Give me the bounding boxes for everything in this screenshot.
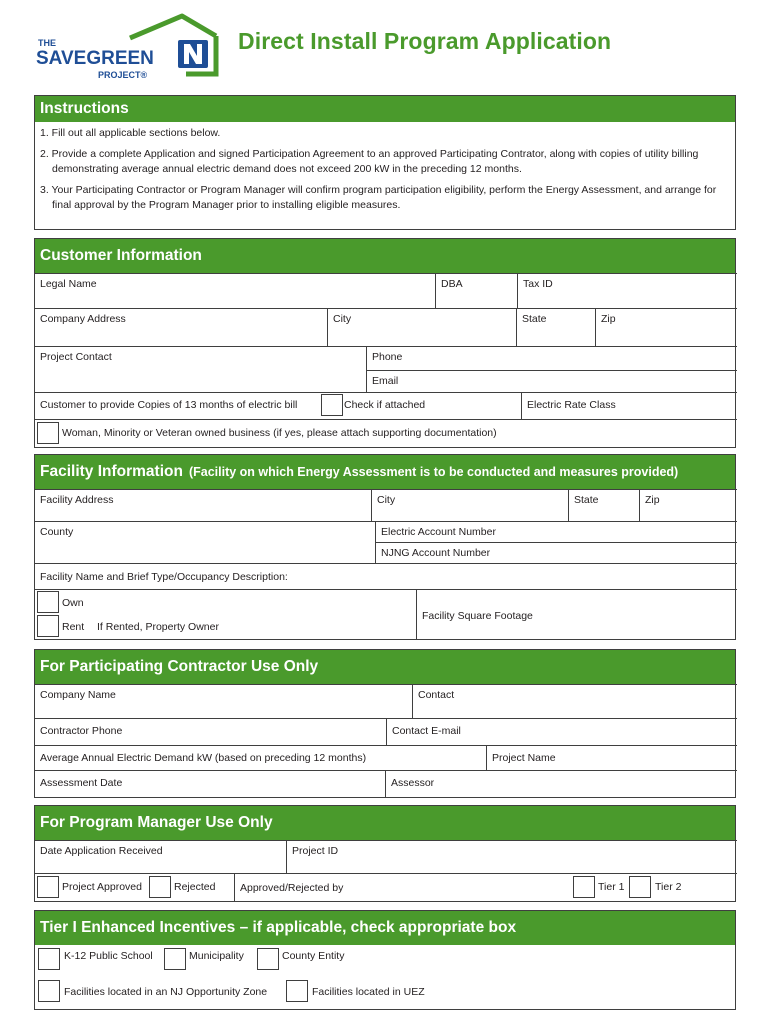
facility-state-label: State [574, 494, 599, 506]
savegreen-logo [34, 12, 230, 82]
county-label: County [40, 526, 74, 538]
facility-heading-sub: (Facility on which Energy Assessment is to be conducted and measures provided) [188, 465, 679, 479]
wmv-checkbox[interactable] [37, 422, 59, 444]
project-name-label: Project Name [492, 752, 556, 764]
contractor-heading: For Participating Contractor Use Only [35, 650, 735, 684]
wmv-label: Woman, Minority or Veteran owned business (if yes, please attach supporting documentation) [62, 427, 497, 439]
contact-field[interactable] [412, 684, 737, 718]
instruction-item: 1. Fill out all applicable sections below. [40, 127, 221, 139]
city-field[interactable] [327, 308, 516, 346]
uez-label: Facilities located in UEZ [312, 986, 425, 998]
check-attached-label: Check if attached [344, 399, 426, 411]
municipality-checkbox[interactable] [164, 948, 186, 970]
avg-demand-label: Average Annual Electric Demand kW (based on preceding 12 months) [40, 752, 367, 764]
instruction-item: 2. Provide a complete Application and signed Participation Agreement to an approved Participating Contrator, along with copies of utility billing demonstrating average annual electric demand does not exceed 200 kW in the preceding 12 months. [40, 148, 699, 175]
square-footage-label: Facility Square Footage [422, 610, 533, 622]
zip-field[interactable] [595, 308, 737, 346]
project-id-label: Project ID [292, 845, 339, 857]
state-label: State [522, 313, 547, 325]
bill-copies-row [35, 392, 521, 419]
k12-checkbox[interactable] [38, 948, 60, 970]
legal-name-field[interactable] [35, 273, 435, 308]
project-contact-label: Project Contact [40, 351, 112, 363]
county-entity-label: County Entity [282, 950, 345, 962]
phone-field[interactable] [366, 346, 737, 370]
opportunity-zone-checkbox[interactable] [38, 980, 60, 1002]
date-received-label: Date Application Received [40, 845, 163, 857]
assessment-date-label: Assessment Date [40, 777, 123, 789]
customer-section [34, 238, 736, 448]
facility-heading [35, 455, 735, 489]
project-contact-field[interactable] [35, 346, 366, 392]
uez-checkbox[interactable] [286, 980, 308, 1002]
approved-by-field[interactable] [234, 873, 572, 902]
approved-checkbox[interactable] [37, 876, 59, 898]
own-label: Own [62, 597, 84, 609]
approved-label: Project Approved [62, 881, 142, 893]
facility-city-field[interactable] [371, 489, 568, 521]
company-address-label: Company Address [40, 313, 126, 325]
zip-label: Zip [601, 313, 616, 325]
tier-section [34, 910, 736, 1010]
facility-zip-label: Zip [645, 494, 660, 506]
electric-account-field[interactable] [375, 521, 737, 542]
instruction-item: 3. Your Participating Contractor or Program Manager will confirm program participation eligibility, perform the Energy Assessment, and arrange for final approval by the Program Manager prior to installing eligible measures. [40, 184, 717, 211]
county-entity-checkbox[interactable] [257, 948, 279, 970]
k12-label: K-12 Public School [64, 950, 153, 962]
dba-field[interactable] [435, 273, 517, 308]
email-field[interactable] [366, 370, 737, 392]
municipality-label: Municipality [189, 950, 244, 962]
tier1-checkbox[interactable] [573, 876, 595, 898]
instructions-section [34, 95, 736, 230]
facility-address-field[interactable] [35, 489, 371, 521]
tax-id-label: Tax ID [523, 278, 553, 290]
rate-class-field[interactable] [521, 392, 737, 419]
date-received-field[interactable] [35, 840, 286, 873]
tier2-checkbox[interactable] [629, 876, 651, 898]
facility-heading-title: Facility Information [40, 463, 183, 480]
state-field[interactable] [516, 308, 595, 346]
opportunity-zone-label: Facilities located in an NJ Opportunity Zone [64, 986, 268, 998]
rent-label: Rent [62, 621, 85, 633]
facility-zip-field[interactable] [639, 489, 737, 521]
avg-demand-field[interactable] [35, 745, 486, 770]
own-checkbox[interactable] [37, 591, 59, 613]
electric-account-label: Electric Account Number [381, 526, 496, 538]
tier1-label: Tier 1 [598, 881, 625, 893]
contractor-section [34, 649, 736, 798]
approved-by-label: Approved/Rejected by [240, 882, 344, 894]
facility-address-label: Facility Address [40, 494, 114, 506]
manager-section [34, 805, 736, 902]
check-attached-checkbox[interactable] [321, 394, 343, 416]
email-label: Email [372, 375, 399, 387]
customer-heading: Customer Information [35, 239, 735, 273]
manager-heading: For Program Manager Use Only [35, 806, 735, 840]
dba-label: DBA [441, 278, 463, 290]
phone-label: Phone [372, 351, 403, 363]
tier2-label: Tier 2 [655, 881, 682, 893]
contact-email-label: Contact E-mail [392, 725, 461, 737]
legal-name-label: Legal Name [40, 278, 97, 290]
svg-text:PROJECT®: PROJECT® [98, 70, 148, 80]
svg-text:THE: THE [38, 38, 56, 48]
rate-class-label: Electric Rate Class [527, 399, 616, 411]
square-footage-field[interactable] [416, 589, 737, 640]
county-field[interactable] [35, 521, 375, 563]
assessment-date-field[interactable] [35, 770, 385, 798]
page-title: Direct Install Program Application [238, 28, 612, 54]
rejected-checkbox[interactable] [149, 876, 171, 898]
rent-owner-label: If Rented, Property Owner [97, 621, 219, 633]
assessor-field[interactable] [385, 770, 737, 798]
company-name-label: Company Name [40, 689, 116, 701]
facility-section [34, 454, 736, 640]
facility-city-label: City [377, 494, 396, 506]
contractor-phone-field[interactable] [35, 718, 386, 745]
assessor-label: Assessor [391, 777, 435, 789]
njng-account-label: NJNG Account Number [381, 547, 491, 559]
facility-state-field[interactable] [568, 489, 639, 521]
company-name-field[interactable] [35, 684, 412, 718]
rent-checkbox[interactable] [37, 615, 59, 637]
facility-name-desc-field[interactable] [35, 563, 737, 589]
project-id-field[interactable] [286, 840, 737, 873]
rejected-label: Rejected [174, 881, 216, 893]
njng-account-field[interactable] [375, 542, 737, 563]
svg-text:SAVEGREEN: SAVEGREEN [36, 48, 154, 69]
city-label: City [333, 313, 352, 325]
bill-copies-label: Customer to provide Copies of 13 months of electric bill [40, 399, 298, 411]
tier-heading: Tier I Enhanced Incentives – if applicable, check appropriate box [35, 911, 735, 945]
project-name-field[interactable] [486, 745, 737, 770]
contractor-phone-label: Contractor Phone [40, 725, 123, 737]
company-address-field[interactable] [35, 308, 327, 346]
facility-name-desc-label: Facility Name and Brief Type/Occupancy Description: [40, 571, 288, 583]
contact-label: Contact [418, 689, 455, 701]
contact-email-field[interactable] [386, 718, 737, 745]
tax-id-field[interactable] [517, 273, 737, 308]
ownership-row [35, 589, 416, 640]
instructions-heading: Instructions [35, 96, 735, 122]
